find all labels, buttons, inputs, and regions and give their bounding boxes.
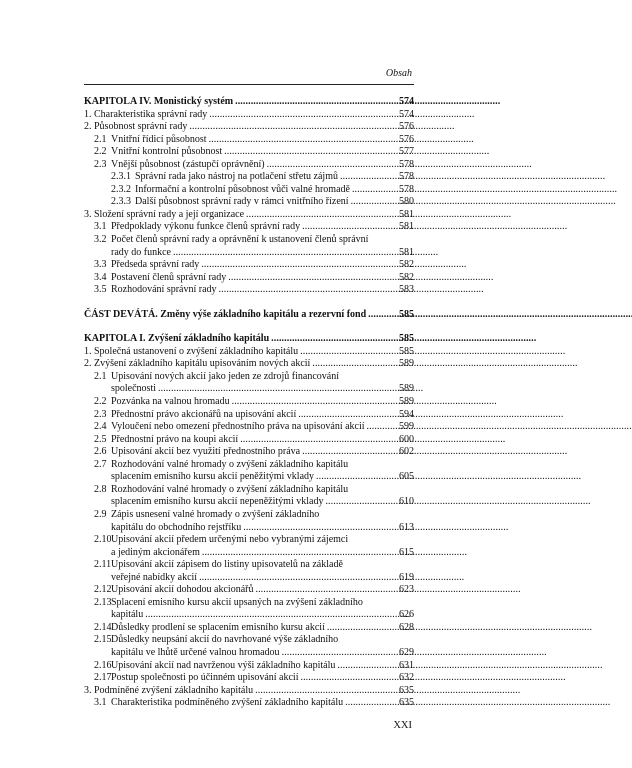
toc-entry: [84, 272, 414, 285]
entry-number: 2.3: [94, 408, 107, 420]
entry-title-continued: veřejné nabídky akcií: [111, 571, 198, 583]
toc-entry: [84, 346, 414, 359]
entry-number: 2.12: [94, 584, 112, 596]
entry-page: 585: [399, 333, 414, 345]
entry-number: 2.7: [94, 458, 107, 470]
entry-page: 576: [399, 121, 414, 133]
entry-page: 629: [399, 646, 414, 658]
dot-leader: [224, 146, 397, 159]
entry-title: Důsledky prodlení se splacením emisního kursu akcií: [111, 621, 325, 633]
dot-leader: [255, 584, 397, 597]
entry-page: 581: [399, 208, 414, 220]
toc-entry: [84, 584, 414, 597]
entry-title-continued: kapitálu do obchodního rejstříku: [111, 521, 242, 533]
entry-title-continued: společnosti: [111, 383, 156, 395]
dot-leader: [367, 421, 397, 434]
toc-entry: [84, 284, 414, 297]
dot-leader: [327, 622, 397, 635]
entry-page: 600: [399, 433, 414, 445]
entry-title: Postup společnosti po účinném upisování akcií: [111, 672, 299, 684]
dot-leader: [189, 121, 397, 134]
entry-title: Správní rada jako nástroj na potlačení střetu zájmů: [135, 171, 338, 183]
entry-number: 2.13: [94, 596, 112, 608]
entry-page: 613: [399, 521, 414, 533]
entry-title-continued: rady do funkce: [111, 246, 171, 258]
entry-title: Vyloučení nebo omezení přednostního práva na upisování akcií: [111, 421, 365, 433]
toc-entry: [84, 159, 414, 172]
entry-title: KAPITOLA IV. Monistický systém: [84, 96, 234, 107]
entry-number: 2.14: [94, 621, 112, 633]
entry-title-continued: a jediným akcionářem: [111, 546, 200, 558]
entry-page: 581: [399, 221, 414, 233]
dot-leader: [337, 660, 397, 673]
dot-leader: [300, 672, 397, 685]
entry-title: Upisování nových akcií jako jeden ze zdrojů financování: [111, 370, 339, 382]
entry-title: Informační a kontrolní působnost vůči valné hromadě: [135, 183, 350, 195]
entry-title-continued: splacením emisního kursu akcií nepeněžitými vklady: [111, 496, 324, 508]
entry-number: 2.9: [94, 508, 107, 520]
entry-title: Přednostní právo na koupi akcií: [111, 433, 239, 445]
entry-page: 582: [399, 271, 414, 283]
toc-entry: [84, 184, 414, 197]
dot-leader: [345, 697, 397, 710]
toc-entry: [84, 196, 414, 209]
entry-page: 589: [399, 358, 414, 370]
entry-title: Zápis usnesení valné hromady o zvýšení základního: [111, 508, 320, 520]
entry-page: 583: [399, 284, 414, 296]
entry-title: Postavení členů správní rady: [111, 271, 227, 283]
entry-page: 631: [399, 659, 414, 671]
dot-leader: [228, 272, 397, 285]
toc-entry: [84, 484, 414, 509]
entry-title: Společná ustanovení o zvýšení základního kapitálu: [94, 345, 299, 357]
entry-number: 3.3: [94, 259, 107, 271]
toc-chapter-heading: [84, 333, 414, 346]
entry-number: 2.10: [94, 534, 112, 546]
entry-title-continued: kapitálu ve lhůtě určené valnou hromadou: [111, 646, 280, 658]
toc-entry: [84, 434, 414, 447]
dot-leader: [300, 346, 397, 359]
toc-entry: [84, 534, 414, 559]
entry-title: Upisování akcií bez využití přednostního práva: [111, 446, 301, 458]
entry-page: 578: [399, 171, 414, 183]
entry-title: Zvýšení základního kapitálu upisováním nových akcií: [94, 358, 311, 370]
toc-entry: [84, 259, 414, 272]
entry-number: 2.16: [94, 659, 112, 671]
toc-entry: [84, 672, 414, 685]
entry-page: 581: [399, 246, 414, 258]
toc-chapter-heading: [84, 309, 414, 322]
dot-leader: [340, 171, 397, 184]
entry-title: Vnitřní řídicí působnost: [111, 133, 207, 145]
dot-leader: [312, 358, 397, 371]
entry-page: 574: [399, 108, 414, 120]
entry-number: 2.5: [94, 433, 107, 445]
toc-entry: [84, 597, 414, 622]
entry-number: 3.: [84, 208, 92, 220]
entry-title-continued: kapitálu: [111, 609, 144, 621]
entry-page: 632: [399, 672, 414, 684]
entry-title: Upisování akcií předem určenými nebo vybranými zájemci: [111, 534, 349, 546]
entry-title: Podmíněné zvýšení základního kapitálu: [94, 684, 254, 696]
entry-title: Přednostní právo akcionářů na upisování akcií: [111, 408, 297, 420]
entry-page: 582: [399, 259, 414, 271]
dot-leader: [232, 396, 397, 409]
entry-number: 2.4: [94, 421, 107, 433]
entry-title: Počet členů správní rady a oprávnění k ustanovení členů správní: [111, 234, 369, 246]
toc-entry: [84, 371, 414, 396]
dot-leader: [201, 259, 397, 272]
entry-page: 610: [399, 496, 414, 508]
dot-leader: [219, 284, 397, 297]
entry-number: 2.2: [94, 396, 107, 408]
entry-title: Vnější působnost (zástupčí oprávnění): [111, 158, 265, 170]
dot-leader: [316, 471, 397, 484]
entry-number: 1.: [84, 108, 92, 120]
dot-leader: [282, 647, 397, 660]
dot-leader: [302, 221, 397, 234]
entry-number: 2.6: [94, 446, 107, 458]
entry-title: Upisování akcií nad navrženou výši základního kapitálu: [111, 659, 336, 671]
dot-leader: [267, 159, 397, 172]
entry-title: Důsledky neupsání akcií do navrhované výše základního: [111, 634, 339, 646]
entry-title: Upisování akcií dohodou akcionářů: [111, 584, 254, 596]
toc-entry: [84, 109, 414, 122]
entry-title: Další působnost správní rady v rámci vnitřního řízení: [135, 196, 349, 208]
entry-page: 577: [399, 146, 414, 158]
entry-title: ČÁST DEVÁTÁ. Změny výše základního kapitálu a rezervní fond: [84, 308, 367, 320]
entry-page: 619: [399, 571, 414, 583]
entry-page: 615: [399, 546, 414, 558]
entry-page: 635: [399, 697, 414, 709]
dot-leader: [352, 184, 397, 197]
toc-entry: [84, 171, 414, 184]
entry-number: 3.: [84, 684, 92, 696]
dot-leader: [209, 134, 397, 147]
entry-number: 1.: [84, 345, 92, 357]
entry-number: 2.1: [94, 133, 107, 145]
running-head: Obsah: [385, 68, 412, 79]
dot-leader: [202, 547, 397, 560]
entry-title: Upisování akcií zápisem do listiny upisovatelů na základě: [111, 559, 343, 571]
toc-entry: [84, 634, 414, 659]
toc-entry: [84, 622, 414, 635]
entry-page: 623: [399, 584, 414, 596]
entry-title: Rozhodování valné hromady o zvýšení základního kapitálu: [111, 458, 349, 470]
dot-leader: [199, 572, 397, 585]
toc-entry: [84, 409, 414, 422]
entry-page: 602: [399, 446, 414, 458]
toc-chapter-heading: [84, 96, 414, 109]
entry-page: 578: [399, 158, 414, 170]
header-rule: [84, 84, 414, 85]
entry-number: 3.5: [94, 284, 107, 296]
entry-number: 2.: [84, 121, 92, 133]
toc-entry: [84, 221, 414, 234]
toc-entry: [84, 459, 414, 484]
table-of-contents: [84, 96, 414, 710]
entry-title: Předseda správní rady: [111, 259, 200, 271]
dot-leader: [271, 333, 397, 346]
entry-page: 574: [399, 96, 414, 107]
toc-entry: [84, 396, 414, 409]
entry-page: 599: [399, 421, 414, 433]
entry-title: Vnitřní kontrolní působnost: [111, 146, 223, 158]
dot-leader: [158, 383, 397, 396]
entry-page: 580: [399, 196, 414, 208]
dot-leader: [240, 434, 397, 447]
toc-entry: [84, 146, 414, 159]
toc-entry: [84, 685, 414, 698]
entry-title: Charakteristika podmíněného zvýšení základního kapitálu: [111, 697, 344, 709]
dot-leader: [173, 247, 397, 260]
toc-entry: [84, 509, 414, 534]
toc-entry: [84, 234, 414, 259]
entry-title-continued: splacením emisního kursu akcií peněžitými vklady: [111, 471, 315, 483]
entry-page: 578: [399, 183, 414, 195]
toc-entry: [84, 697, 414, 710]
entry-page: 628: [399, 621, 414, 633]
entry-title: KAPITOLA I. Zvýšení základního kapitálu: [84, 333, 270, 345]
dot-leader: [368, 309, 397, 322]
entry-page: 576: [399, 133, 414, 145]
entry-page: 626: [399, 609, 414, 621]
entry-title: Předpoklady výkonu funkce členů správní rady: [111, 221, 301, 233]
entry-number: 3.1: [94, 697, 107, 709]
entry-page: 605: [399, 471, 414, 483]
toc-entry: [84, 121, 414, 134]
entry-number: 2.: [84, 358, 92, 370]
dot-leader: [246, 209, 397, 222]
entry-number: 3.1: [94, 221, 107, 233]
dot-leader: [243, 522, 397, 535]
toc-entry: [84, 134, 414, 147]
entry-number: 2.3.1: [111, 171, 131, 183]
entry-number: 2.11: [94, 559, 112, 571]
entry-number: 2.1: [94, 370, 107, 382]
entry-title: Složení správní rady a její organizace: [94, 208, 245, 220]
toc-entry: [84, 446, 414, 459]
entry-page: 585: [399, 308, 414, 320]
dot-leader: [351, 196, 397, 209]
dot-leader: [302, 446, 397, 459]
dot-leader: [325, 496, 397, 509]
toc-entry: [84, 660, 414, 673]
entry-number: 2.3.2: [111, 183, 131, 195]
entry-number: 2.3: [94, 158, 107, 170]
dot-leader: [235, 96, 397, 109]
dot-leader: [209, 109, 397, 122]
page-number: XXI: [393, 720, 412, 731]
entry-number: 3.4: [94, 271, 107, 283]
entry-title: Působnost správní rady: [94, 121, 188, 133]
entry-title: Charakteristika správní rady: [94, 108, 208, 120]
entry-page: 635: [399, 684, 414, 696]
entry-number: 2.3.3: [111, 196, 131, 208]
entry-title: Splacení emisního kursu akcií upsaných na zvýšení základního: [111, 596, 363, 608]
entry-title: Rozhodování správní rady: [111, 284, 217, 296]
entry-title: Rozhodování valné hromady o zvýšení základního kapitálu: [111, 483, 349, 495]
toc-entry: [84, 209, 414, 222]
dot-leader: [145, 609, 397, 622]
dot-leader: [298, 409, 397, 422]
entry-number: 2.8: [94, 483, 107, 495]
entry-page: 594: [399, 408, 414, 420]
entry-number: 2.17: [94, 672, 112, 684]
toc-entry: [84, 559, 414, 584]
dot-leader: [255, 685, 397, 698]
entry-page: 589: [399, 383, 414, 395]
toc-entry: [84, 421, 414, 434]
entry-title: Pozvánka na valnou hromadu: [111, 396, 230, 408]
entry-page: 589: [399, 396, 414, 408]
entry-number: 2.15: [94, 634, 112, 646]
toc-entry: [84, 358, 414, 371]
entry-number: 2.2: [94, 146, 107, 158]
entry-number: 3.2: [94, 234, 107, 246]
entry-page: 585: [399, 345, 414, 357]
